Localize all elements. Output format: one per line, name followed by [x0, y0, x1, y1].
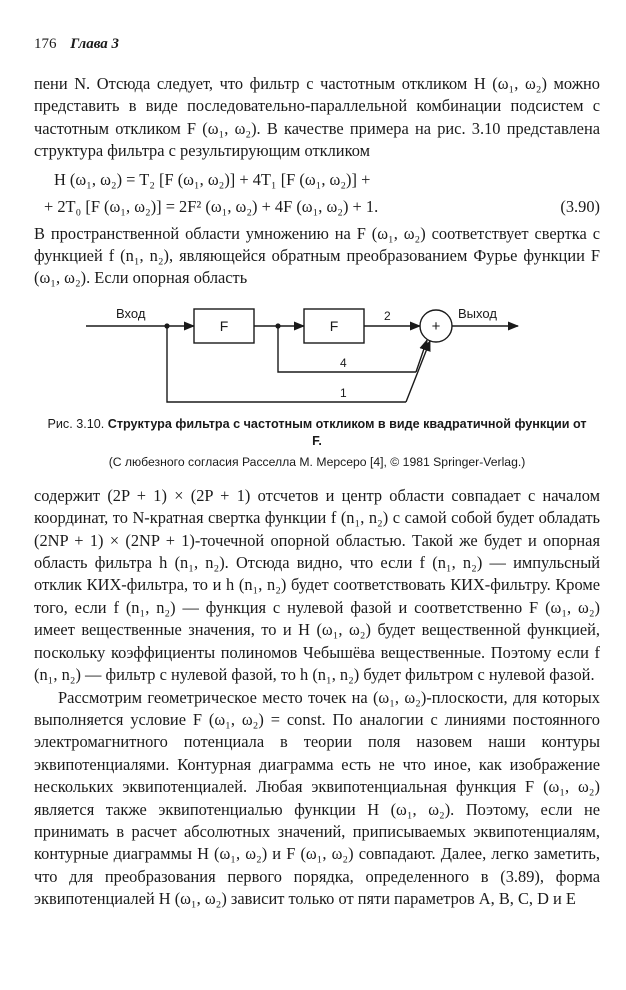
figure-caption: [44, 416, 590, 450]
page-header: [34, 36, 600, 53]
output-label: Выход: [458, 305, 497, 321]
paragraph-1: пени N. Отсюда следует, что фильтр с частотным откликом H (ω₁, ω₂) можно представить в виде последовательно-параллельной комбинации подсистем с частотным откликом F (ω₁, ω₂). В качестве примера на рис. 3.10 представлена структура фильтра с результирующим откликом: [34, 74, 600, 161]
caption-text: Структура фильтра с частотным откликом в виде квадратичной функции от F.: [107, 416, 587, 448]
input-label: Вход: [116, 305, 146, 321]
figure-credit: (С любезного согласия Расселла М. Мерсеро [4], © 1981 Springer-Verlag.): [108, 454, 526, 469]
equation-3-90: [34, 166, 600, 220]
caption-prefix: Рис. 3.10.: [47, 416, 105, 431]
block-f-2-label: F: [329, 317, 339, 334]
paragraph-3: содержит (2P + 1) × (2P + 1) отсчетов и центр области совпадает с началом координат, то N-кратная свертка функции f (n₁, n₂) с самой собой будет обладать (2NP + 1) × (2NP + 1)-точечной опорной областью. Такой же будет и опорная область фильтра h (n₁, n₂). Отсюда видно, что если f (n₁, n₂) — импульсный отклик КИХ-фильтра, то и h (n₁, n₂) будет соответствовать КИХ-фильтру. Кроме того, если f (n₁, n₂) — функция с нулевой фазой и соответственно F (ω₁, ω₂) имеет вещественные значения, то и H (ω₁, ω₂) будет вещественной функцией, поскольку коэффициенты полиномов Чебышёва вещественные. Поэтому если f (n₁, n₂) — фильтр с нулевой фазой, то h (n₁, n₂) будет фильтром с нулевой фазой.: [34, 485, 600, 685]
equation-line-2: + 2T₀ [F (ω₁, ω₂)] = 2F² (ω₁, ω₂) + 4F (ω₁, ω₂) + 1.: [44, 196, 379, 216]
branch-2-label: 2: [384, 308, 391, 323]
page-number: 176: [34, 36, 57, 52]
chapter-title: Глава 3: [70, 36, 120, 52]
paragraph-2: В пространственной области умножению на F (ω₁, ω₂) соответствует свертка с функцией f (n₁, n₂), являющейся обратным преобразованием Фурье функции F (ω₁, ω₂). Если опорная область: [34, 223, 600, 288]
equation-line-1: H (ω₁, ω₂) = T₂ [F (ω₁, ω₂)] + 4T₁ [F (ω₁, ω₂)] +: [54, 169, 371, 189]
branch-1-label: 1: [340, 385, 347, 400]
paragraph-4: Рассмотрим геометрическое место точек на (ω₁, ω₂)-плоскости, для которых выполняется условие F (ω₁, ω₂) = const. По аналогии с линиями постоянного электромагнитного потенциала в теории поля назовем наши контуры эквипотенциалями. Контурная диаграмма есть не что иное, как изображение нескольких эквипотенциалей. Любая эквипотенциальная функция F (ω₁, ω₂) является также эквипотенциалью функции H (ω₁, ω₂). Поэтому, если не принимать в расчет абсолютных значений, приписываемых эквипотенциалям, контурные диаграммы H (ω₁, ω₂) и F (ω₁, ω₂) совпадают. Далее, легко заметить, что для преобразования первого порядка, определенного в (3.89), форма эквипотенциалей H (ω₁, ω₂) зависит только от пяти параметров A, B, C, D и E: [34, 687, 600, 909]
diagram-svg: [34, 300, 600, 412]
block-f-1-label: F: [219, 317, 229, 334]
equation-number: (3.90): [560, 196, 600, 216]
branch-4-arrow: [416, 340, 427, 372]
adder-label: +: [431, 317, 441, 335]
branch-4-label: 4: [340, 355, 347, 370]
filter-structure-diagram: [34, 300, 600, 412]
